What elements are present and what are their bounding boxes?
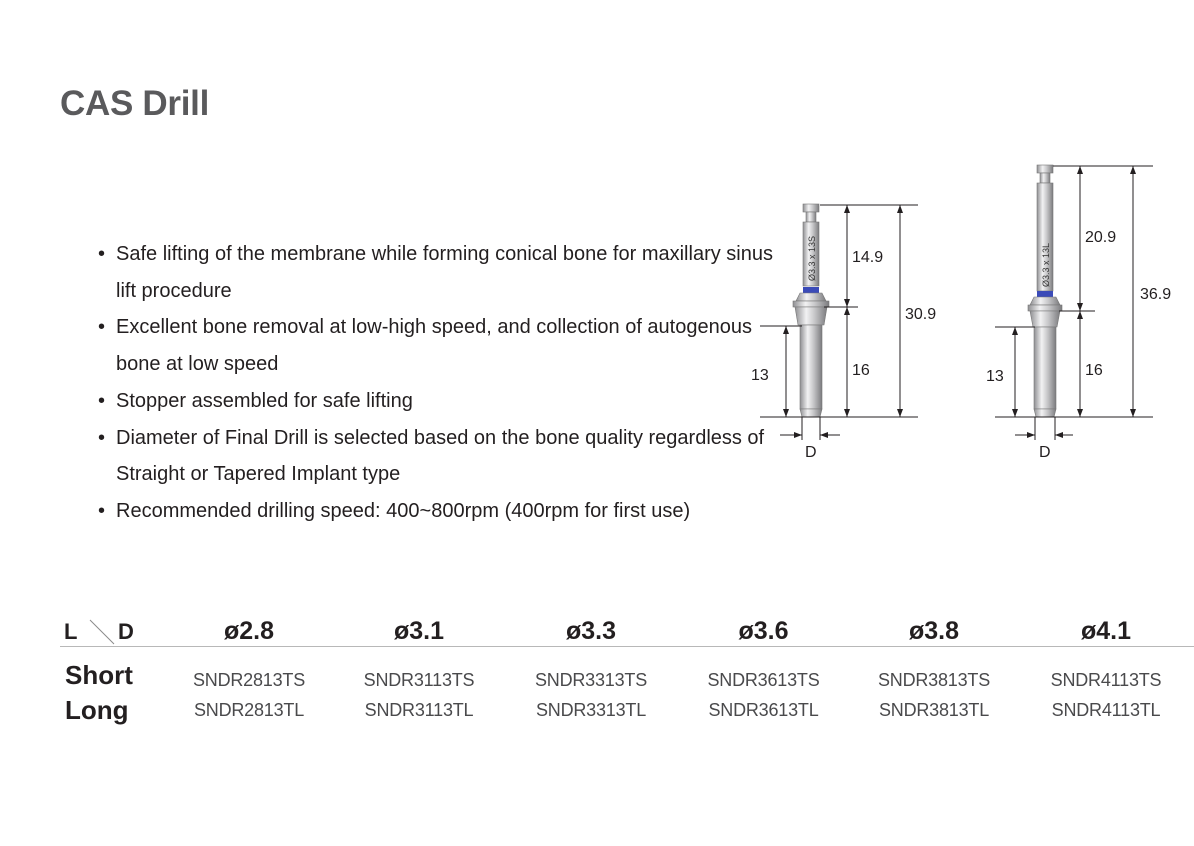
short-drill-total-length: 30.9 [905, 306, 937, 323]
length-axis-label: L [64, 619, 78, 644]
table-corner-ld [60, 608, 165, 647]
product-code: SNDR3613TS [707, 670, 820, 690]
long-drill-engraving: Ø3.3 x 13L [1041, 242, 1051, 287]
feature-item: • Safe lifting of the membrane while forming conical bone for maxillary sinus lift procedure [98, 236, 778, 309]
short-drill-diagram [740, 195, 937, 465]
short-drill-upper-length: 14.9 [852, 249, 884, 266]
long-drill-arrowheads [1012, 166, 1136, 438]
feature-item: • Stopper assembled for safe lifting [98, 383, 778, 420]
product-code: SNDR3313TL [535, 699, 647, 720]
product-code: SNDR3813TL [878, 699, 990, 720]
product-code: SNDR2813TL [193, 699, 305, 720]
model-table [60, 608, 1194, 727]
product-code: SNDR2813TS [192, 670, 306, 690]
product-code: SNDR3113TL [364, 699, 474, 720]
long-drill-upper-length: 20.9 [1085, 229, 1117, 246]
long-drill-total-length: 36.9 [1140, 286, 1172, 303]
product-code: SNDR3613TL [708, 699, 819, 720]
diameter-header: ø2.8 [223, 617, 275, 645]
short-drill-dimension-lines [760, 205, 918, 440]
diameter-header: ø3.1 [393, 617, 445, 645]
feature-item: • Recommended drilling speed: 400~800rpm (400rpm for first use) [98, 493, 778, 530]
long-drill-stopper-length: 13 [986, 368, 1004, 385]
feature-item: • Diameter of Final Drill is selected based on the bone quality regardless of Straight or Tapered Implant type [98, 420, 778, 493]
product-code: SNDR3813TS [877, 670, 991, 690]
feature-list [98, 236, 778, 530]
row-label-long: Long [65, 694, 129, 725]
table-header-row [60, 608, 1194, 647]
feature-item: • Excellent bone removal at low-high speed, and collection of autogenous bone at low speed [98, 309, 778, 382]
diameter-header: ø3.8 [908, 617, 960, 645]
row-label-short: Short [65, 660, 133, 690]
long-drill-body [1028, 165, 1062, 417]
diameter-header: ø3.6 [738, 617, 789, 645]
corner-divider-icon [88, 616, 118, 646]
product-code: SNDR4113TL [1051, 699, 1161, 720]
table-row-short [60, 647, 1194, 694]
diameter-header: ø4.1 [1080, 617, 1132, 645]
diameter-axis-label: D [118, 619, 134, 644]
short-drill-diameter-label: D [805, 444, 817, 461]
page-title: CAS Drill [60, 84, 209, 123]
short-drill-body [793, 204, 829, 417]
short-drill-stopper-length: 13 [751, 367, 769, 384]
long-drill-diagram [975, 155, 1185, 465]
long-drill-diameter-label: D [1039, 444, 1051, 461]
product-code: SNDR4113TS [1050, 670, 1162, 690]
table-row-long [60, 693, 1194, 727]
product-code: SNDR3313TS [534, 670, 648, 690]
long-drill-dimension-lines [995, 166, 1153, 440]
long-drill-lower-length: 16 [1085, 362, 1103, 379]
product-code: SNDR3113TS [363, 670, 475, 690]
diameter-header: ø3.3 [565, 617, 617, 645]
short-drill-engraving: Ø3.3 x 13S [807, 235, 817, 281]
short-drill-lower-length: 16 [852, 362, 870, 379]
